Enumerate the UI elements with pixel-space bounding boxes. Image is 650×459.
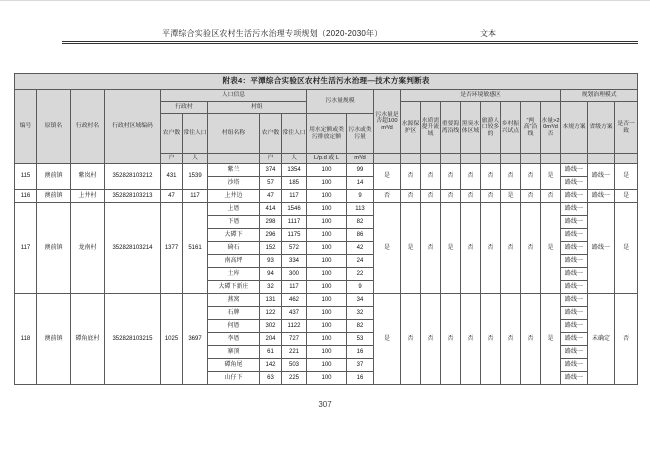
cell-group-residents: 503 bbox=[282, 359, 307, 372]
cell-over-100: 是 bbox=[374, 164, 401, 190]
cell-sewage-amount: 9 bbox=[347, 190, 374, 203]
cell-plan-this: 路线一 bbox=[561, 242, 588, 255]
cell-water-quota: 100 bbox=[307, 372, 347, 385]
cell-env-2: 否 bbox=[441, 294, 461, 385]
header-env-tourism: 旅游人口较多的 bbox=[481, 102, 501, 154]
cell-plan-this: 路线一 bbox=[561, 216, 588, 229]
header-households-group: 农户数 bbox=[260, 114, 282, 154]
cell-env-1: 否 bbox=[421, 203, 441, 294]
unit-residents-village: 人 bbox=[183, 154, 208, 164]
cell-over-100: 是 bbox=[374, 294, 401, 385]
cell-env-3: 否 bbox=[461, 190, 481, 203]
cell-group-name: 寨顶 bbox=[208, 346, 260, 359]
cell-plan-this: 路线一 bbox=[561, 164, 588, 177]
cell-group-name: 大磹下新庄 bbox=[208, 281, 260, 294]
cell-group-name: 燕窝 bbox=[208, 294, 260, 307]
cell-plan-province: 路线一 bbox=[588, 164, 615, 190]
unit-env-6 bbox=[521, 154, 541, 164]
cell-plan-this: 路线一 bbox=[561, 372, 588, 385]
cell-water-quota: 100 bbox=[307, 359, 347, 372]
cell-env-4: 否 bbox=[481, 294, 501, 385]
cell-water-quota: 100 bbox=[307, 216, 347, 229]
cell-group-residents: 334 bbox=[282, 255, 307, 268]
cell-plan-consistent: 是 bbox=[615, 190, 638, 203]
cell-plan-this: 路线一 bbox=[561, 177, 588, 190]
cell-water-quota: 100 bbox=[307, 255, 347, 268]
header-village: 行政村名 bbox=[71, 90, 105, 164]
cell-water-quota: 100 bbox=[307, 177, 347, 190]
unit-households-group: 户 bbox=[260, 154, 282, 164]
cell-group-name: 南高坪 bbox=[208, 255, 260, 268]
cell-no: 115 bbox=[15, 164, 37, 190]
header-plan-consistent: 是否一致 bbox=[615, 102, 638, 154]
cell-village-code: 352828103215 bbox=[105, 294, 161, 385]
table-row bbox=[15, 203, 638, 216]
cell-sewage-amount: 34 bbox=[347, 294, 374, 307]
cell-plan-province: 路线一 bbox=[588, 190, 615, 203]
table-body bbox=[15, 164, 638, 385]
header-env-lianggao: “两高”沿线 bbox=[521, 102, 541, 154]
unit-env-1 bbox=[421, 154, 441, 164]
cell-town: 澳前镇 bbox=[37, 190, 71, 203]
header-env-water-quality: 水质需提升流域 bbox=[421, 102, 441, 154]
table-title: 附表4：平潭综合实验区农村生活污水治理—技术方案判断表 bbox=[15, 74, 638, 90]
cell-sewage-amount: 22 bbox=[347, 268, 374, 281]
cell-households: 1377 bbox=[161, 203, 183, 294]
unit-plan-consistent bbox=[615, 154, 638, 164]
cell-group-name: 下厝 bbox=[208, 216, 260, 229]
cell-water-quota: 100 bbox=[307, 294, 347, 307]
cell-env-0: 否 bbox=[401, 294, 421, 385]
cell-group-households: 152 bbox=[260, 242, 282, 255]
cell-group-residents: 117 bbox=[282, 190, 307, 203]
cell-group-households: 94 bbox=[260, 268, 282, 281]
header-group-name: 村组名称 bbox=[208, 114, 260, 154]
cell-water-quota: 100 bbox=[307, 346, 347, 359]
cell-group-residents: 1175 bbox=[282, 229, 307, 242]
cell-env-2: 是 bbox=[441, 203, 461, 294]
cell-env-1: 否 bbox=[421, 190, 441, 203]
cell-plan-this: 路线一 bbox=[561, 281, 588, 294]
header-households-village: 农户数 bbox=[161, 114, 183, 154]
cell-group-name: 碕石 bbox=[208, 242, 260, 255]
header-sewage-scale: 污水量规模 bbox=[307, 90, 374, 114]
header-rule bbox=[62, 41, 638, 44]
cell-group-residents: 1117 bbox=[282, 216, 307, 229]
cell-residents: 5161 bbox=[183, 203, 208, 294]
header-plan-mode-group: 规划治理模式 bbox=[561, 90, 638, 102]
cell-sewage-amount: 16 bbox=[347, 372, 374, 385]
cell-env-7: 是 bbox=[541, 203, 561, 294]
cell-sewage-amount: 32 bbox=[347, 307, 374, 320]
cell-group-name: 山仔下 bbox=[208, 372, 260, 385]
cell-plan-this: 路线一 bbox=[561, 333, 588, 346]
cell-group-households: 63 bbox=[260, 372, 282, 385]
header-plan-province: 省级方案 bbox=[588, 102, 615, 154]
header-env-black-odor: 黑臭水体区域 bbox=[461, 102, 481, 154]
cell-no: 118 bbox=[15, 294, 37, 385]
unit-env-7 bbox=[541, 154, 561, 164]
cell-group-residents: 437 bbox=[282, 307, 307, 320]
unit-over-100 bbox=[374, 154, 401, 164]
cell-plan-consistent: 否 bbox=[615, 294, 638, 385]
cell-group-name: 磹角尾 bbox=[208, 359, 260, 372]
header-village-group: 村组 bbox=[208, 102, 307, 114]
unit-households-village: 户 bbox=[161, 154, 183, 164]
cell-water-quota: 100 bbox=[307, 320, 347, 333]
header-admin-village: 行政村 bbox=[161, 102, 208, 114]
cell-group-name: 上井边 bbox=[208, 190, 260, 203]
header-sewage-amount: 污水或类污量 bbox=[347, 114, 374, 154]
cell-env-3: 否 bbox=[461, 203, 481, 294]
unit-residents-group: 人 bbox=[282, 154, 307, 164]
cell-plan-this: 路线一 bbox=[561, 320, 588, 333]
cell-env-0: 否 bbox=[401, 164, 421, 190]
header-village-code: 行政村区域编码 bbox=[105, 90, 161, 164]
unit-plan-this bbox=[561, 154, 588, 164]
cell-water-quota: 100 bbox=[307, 190, 347, 203]
cell-group-name: 上厝 bbox=[208, 203, 260, 216]
cell-plan-this: 路线一 bbox=[561, 255, 588, 268]
cell-env-1: 否 bbox=[421, 294, 441, 385]
cell-plan-this: 路线一 bbox=[561, 346, 588, 359]
cell-group-households: 122 bbox=[260, 307, 282, 320]
cell-group-residents: 185 bbox=[282, 177, 307, 190]
cell-group-residents: 225 bbox=[282, 372, 307, 385]
unit-env-2 bbox=[441, 154, 461, 164]
technical-plan-judgement-table bbox=[14, 73, 638, 385]
cell-sewage-amount: 9 bbox=[347, 281, 374, 294]
cell-plan-this: 路线一 bbox=[561, 294, 588, 307]
unit-plan-province bbox=[588, 154, 615, 164]
cell-group-residents: 1546 bbox=[282, 203, 307, 216]
table-row bbox=[15, 190, 638, 203]
cell-env-5: 否 bbox=[501, 294, 521, 385]
header-town: 原镇名 bbox=[37, 90, 71, 164]
document-header-title: 平潭综合实验区农村生活污水治理专项规划（2020-2030年） bbox=[162, 29, 383, 38]
cell-group-residents: 462 bbox=[282, 294, 307, 307]
cell-over-100: 否 bbox=[374, 190, 401, 203]
cell-env-0: 是 bbox=[401, 203, 421, 294]
cell-env-5: 否 bbox=[501, 203, 521, 294]
cell-plan-this: 路线一 bbox=[561, 359, 588, 372]
cell-plan-province: 未确定 bbox=[588, 294, 615, 385]
cell-group-name: 何厝 bbox=[208, 320, 260, 333]
cell-group-residents: 221 bbox=[282, 346, 307, 359]
cell-water-quota: 100 bbox=[307, 242, 347, 255]
cell-town: 澳前镇 bbox=[37, 294, 71, 385]
cell-group-households: 298 bbox=[260, 216, 282, 229]
cell-residents: 3697 bbox=[183, 294, 208, 385]
cell-no: 117 bbox=[15, 203, 37, 294]
table-row bbox=[15, 164, 638, 177]
header-env-water-source: 水源保护区 bbox=[401, 102, 421, 154]
cell-sewage-amount: 86 bbox=[347, 229, 374, 242]
cell-village: 磹角底村 bbox=[71, 294, 105, 385]
unit-env-5 bbox=[501, 154, 521, 164]
header-water-quota: 用水定额或类污排放定额 bbox=[307, 114, 347, 154]
cell-sewage-amount: 24 bbox=[347, 255, 374, 268]
cell-env-1: 否 bbox=[421, 164, 441, 190]
cell-env-0: 否 bbox=[401, 190, 421, 203]
cell-village-code: 352828103214 bbox=[105, 203, 161, 294]
header-residents-group: 常住人口 bbox=[282, 114, 307, 154]
cell-group-households: 296 bbox=[260, 229, 282, 242]
cell-group-households: 131 bbox=[260, 294, 282, 307]
header-env-rural-revitalization: 乡村振兴试点 bbox=[501, 102, 521, 154]
cell-env-6: 否 bbox=[521, 294, 541, 385]
cell-group-name: 石牌 bbox=[208, 307, 260, 320]
cell-env-4: 否 bbox=[481, 190, 501, 203]
unit-sewage-amount: m³/d bbox=[347, 154, 374, 164]
header-over-100: 污水量是否超100m³/d bbox=[374, 90, 401, 154]
cell-group-households: 57 bbox=[260, 177, 282, 190]
cell-sewage-amount: 82 bbox=[347, 320, 374, 333]
cell-village: 紫岚村 bbox=[71, 164, 105, 190]
cell-sewage-amount: 16 bbox=[347, 346, 374, 359]
header-env-sensitive-group: 是否环境敏感区 bbox=[401, 90, 561, 102]
cell-group-households: 374 bbox=[260, 164, 282, 177]
unit-env-0 bbox=[401, 154, 421, 164]
cell-town: 澳前镇 bbox=[37, 203, 71, 294]
cell-env-2: 否 bbox=[441, 190, 461, 203]
cell-env-4: 否 bbox=[481, 203, 501, 294]
cell-env-7: 否 bbox=[541, 190, 561, 203]
cell-group-residents: 727 bbox=[282, 333, 307, 346]
cell-plan-this: 路线一 bbox=[561, 203, 588, 216]
header-residents-village: 常住人口 bbox=[183, 114, 208, 154]
cell-plan-consistent: 是 bbox=[615, 203, 638, 294]
table-header bbox=[15, 74, 638, 164]
header-env-bay: 重要海湾沿线 bbox=[441, 102, 461, 154]
cell-over-100: 是 bbox=[374, 203, 401, 294]
cell-env-3: 否 bbox=[461, 164, 481, 190]
cell-group-households: 414 bbox=[260, 203, 282, 216]
cell-residents: 117 bbox=[183, 190, 208, 203]
cell-plan-this: 路线一 bbox=[561, 307, 588, 320]
cell-sewage-amount: 14 bbox=[347, 177, 374, 190]
cell-water-quota: 100 bbox=[307, 281, 347, 294]
cell-water-quota: 100 bbox=[307, 268, 347, 281]
cell-group-residents: 117 bbox=[282, 281, 307, 294]
cell-group-name: 李厝 bbox=[208, 333, 260, 346]
cell-plan-province: 路线一 bbox=[588, 203, 615, 294]
cell-group-residents: 300 bbox=[282, 268, 307, 281]
cell-group-name: 大磹下 bbox=[208, 229, 260, 242]
document-header-section: 文本 bbox=[480, 29, 496, 38]
cell-group-households: 32 bbox=[260, 281, 282, 294]
unit-group-name bbox=[208, 154, 260, 164]
unit-env-3 bbox=[461, 154, 481, 164]
cell-env-4: 否 bbox=[481, 164, 501, 190]
cell-plan-consistent: 是 bbox=[615, 164, 638, 190]
cell-group-name: 紫兰 bbox=[208, 164, 260, 177]
cell-village-code: 352828103213 bbox=[105, 190, 161, 203]
cell-water-quota: 100 bbox=[307, 229, 347, 242]
cell-plan-this: 路线一 bbox=[561, 229, 588, 242]
cell-water-quota: 100 bbox=[307, 164, 347, 177]
cell-plan-this: 路线一 bbox=[561, 190, 588, 203]
table-row bbox=[15, 294, 638, 307]
cell-env-5: 是 bbox=[501, 190, 521, 203]
cell-group-name: 土库 bbox=[208, 268, 260, 281]
header-no: 编号 bbox=[15, 90, 37, 164]
cell-sewage-amount: 37 bbox=[347, 359, 374, 372]
cell-group-residents: 1354 bbox=[282, 164, 307, 177]
unit-env-4 bbox=[481, 154, 501, 164]
header-plan-this: 本规方案 bbox=[561, 102, 588, 154]
cell-env-3: 否 bbox=[461, 294, 481, 385]
cell-village: 龙南村 bbox=[71, 203, 105, 294]
cell-residents: 1539 bbox=[183, 164, 208, 190]
cell-plan-this: 路线一 bbox=[561, 268, 588, 281]
cell-env-2: 否 bbox=[441, 164, 461, 190]
page-number: 307 bbox=[318, 400, 332, 409]
cell-no: 116 bbox=[15, 190, 37, 203]
cell-sewage-amount: 53 bbox=[347, 333, 374, 346]
cell-water-quota: 100 bbox=[307, 203, 347, 216]
cell-water-quota: 100 bbox=[307, 307, 347, 320]
cell-env-6: 否 bbox=[521, 190, 541, 203]
cell-env-6: 否 bbox=[521, 164, 541, 190]
cell-households: 1025 bbox=[161, 294, 183, 385]
cell-group-households: 93 bbox=[260, 255, 282, 268]
cell-village: 上井村 bbox=[71, 190, 105, 203]
header-env-over-20: 水量>20m³/d否 bbox=[541, 102, 561, 154]
header-population-info: 人口信息 bbox=[161, 90, 307, 102]
cell-group-residents: 572 bbox=[282, 242, 307, 255]
cell-households: 47 bbox=[161, 190, 183, 203]
cell-group-households: 47 bbox=[260, 190, 282, 203]
cell-group-households: 204 bbox=[260, 333, 282, 346]
cell-env-5: 否 bbox=[501, 164, 521, 190]
cell-sewage-amount: 42 bbox=[347, 242, 374, 255]
unit-water-quota: L/p.d 或 L bbox=[307, 154, 347, 164]
appendix-table-4 bbox=[14, 73, 637, 385]
cell-env-6: 否 bbox=[521, 203, 541, 294]
cell-households: 431 bbox=[161, 164, 183, 190]
cell-village-code: 352828103212 bbox=[105, 164, 161, 190]
cell-env-7: 是 bbox=[541, 164, 561, 190]
cell-env-7: 是 bbox=[541, 294, 561, 385]
cell-group-name: 沙塔 bbox=[208, 177, 260, 190]
cell-group-households: 142 bbox=[260, 359, 282, 372]
cell-town: 澳前镇 bbox=[37, 164, 71, 190]
cell-sewage-amount: 99 bbox=[347, 164, 374, 177]
cell-group-households: 61 bbox=[260, 346, 282, 359]
cell-sewage-amount: 82 bbox=[347, 216, 374, 229]
cell-group-households: 302 bbox=[260, 320, 282, 333]
cell-group-residents: 1122 bbox=[282, 320, 307, 333]
cell-sewage-amount: 113 bbox=[347, 203, 374, 216]
cell-water-quota: 100 bbox=[307, 333, 347, 346]
